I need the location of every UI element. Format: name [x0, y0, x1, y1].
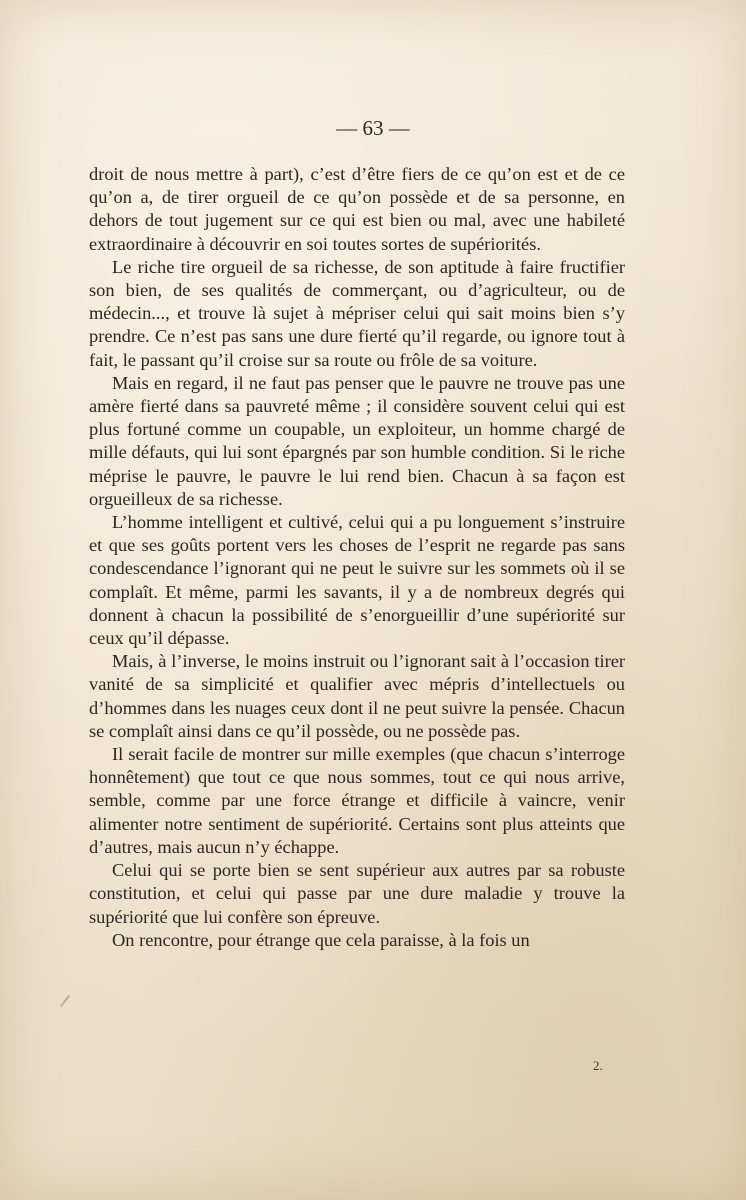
signature-mark: 2.: [593, 1058, 603, 1073]
margin-pencil-mark: [60, 995, 70, 1007]
paragraph-2: Le riche tire orgueil de sa richesse, de son aptitude à faire fructifier son bien, de ses qualités de commerçant, ou d’agriculteur, ou de médecin..., et trouve là sujet à mépriser celui qui sait moins bien s’y prendre. Ce n’est pas sans une dure fierté qu’il regarde, ou ignore tout à fait, le passant qu’il croise sur sa route ou frôle de sa voiture.: [89, 256, 625, 370]
paragraph-6: Il serait facile de montrer sur mille exemples (que chacun s’interroge honnêtement) que tout ce que nous sommes, tout ce qui nous arrive, semble, comme par une force étrange et difficile à vaincre, venir alimenter notre sentiment de supériorité. Certains sont plus atteints que d’autres, mais aucun n’y échappe.: [89, 744, 625, 857]
paragraph-1: droit de nous mettre à part), c’est d’être fiers de ce qu’on est et de ce qu’on a, de tirer orgueil de ce qu’on possède et de sa personne, en dehors de tout jugement sur ce qui est bien ou mal, avec une habileté extraordinaire à découvrir en soi toutes sortes de supériorités.: [89, 164, 625, 254]
body-text: [89, 163, 625, 952]
paragraph-3: Mais en regard, il ne faut pas penser que le pauvre ne trouve pas une amère fierté dans sa pauvreté même ; il considère souvent celui qui est plus fortuné comme un coupable, un exploiteur, un homme chargé de mille défauts, qui lui sont épargnés par son humble condition. Si le riche méprise le pauvre, le pauvre le lui rend bien. Chacun à sa façon est orgueilleux de sa richesse.: [89, 372, 625, 509]
paragraph-7: Celui qui se porte bien se sent supérieur aux autres par sa robuste constitution, et celui qui passe par une dure maladie y trouve la supériorité que lui confère son épreuve.: [89, 860, 625, 927]
paragraph-4: L’homme intelligent et cultivé, celui qui a pu longuement s’instruire et que ses goûts portent vers les choses de l’esprit ne regarde pas sans condescendance l’ignorant qui ne peut le suivre sur les sommets où il se complaît. Et même, parmi les savants, il y a de nombreux degrés qui donnent à chacun la possibilité de s’enorgueillir d’une supériorité sur ceux qu’il dépasse.: [89, 512, 625, 649]
page-number: — 63 —: [336, 116, 410, 140]
paragraph-5: Mais, à l’inverse, le moins instruit ou l’ignorant sait à l’occasion tirer vanité de sa simplicité et qualifier avec mépris d’intellectuels ou d’hommes dans les nuages ceux dont il ne peut suivre la pensée. Chacun se complaît ainsi dans ce qu’il possède, ou ne possède pas.: [89, 651, 625, 741]
paragraph-8: On rencontre, pour étrange que cela paraisse, à la fois un: [112, 929, 530, 950]
